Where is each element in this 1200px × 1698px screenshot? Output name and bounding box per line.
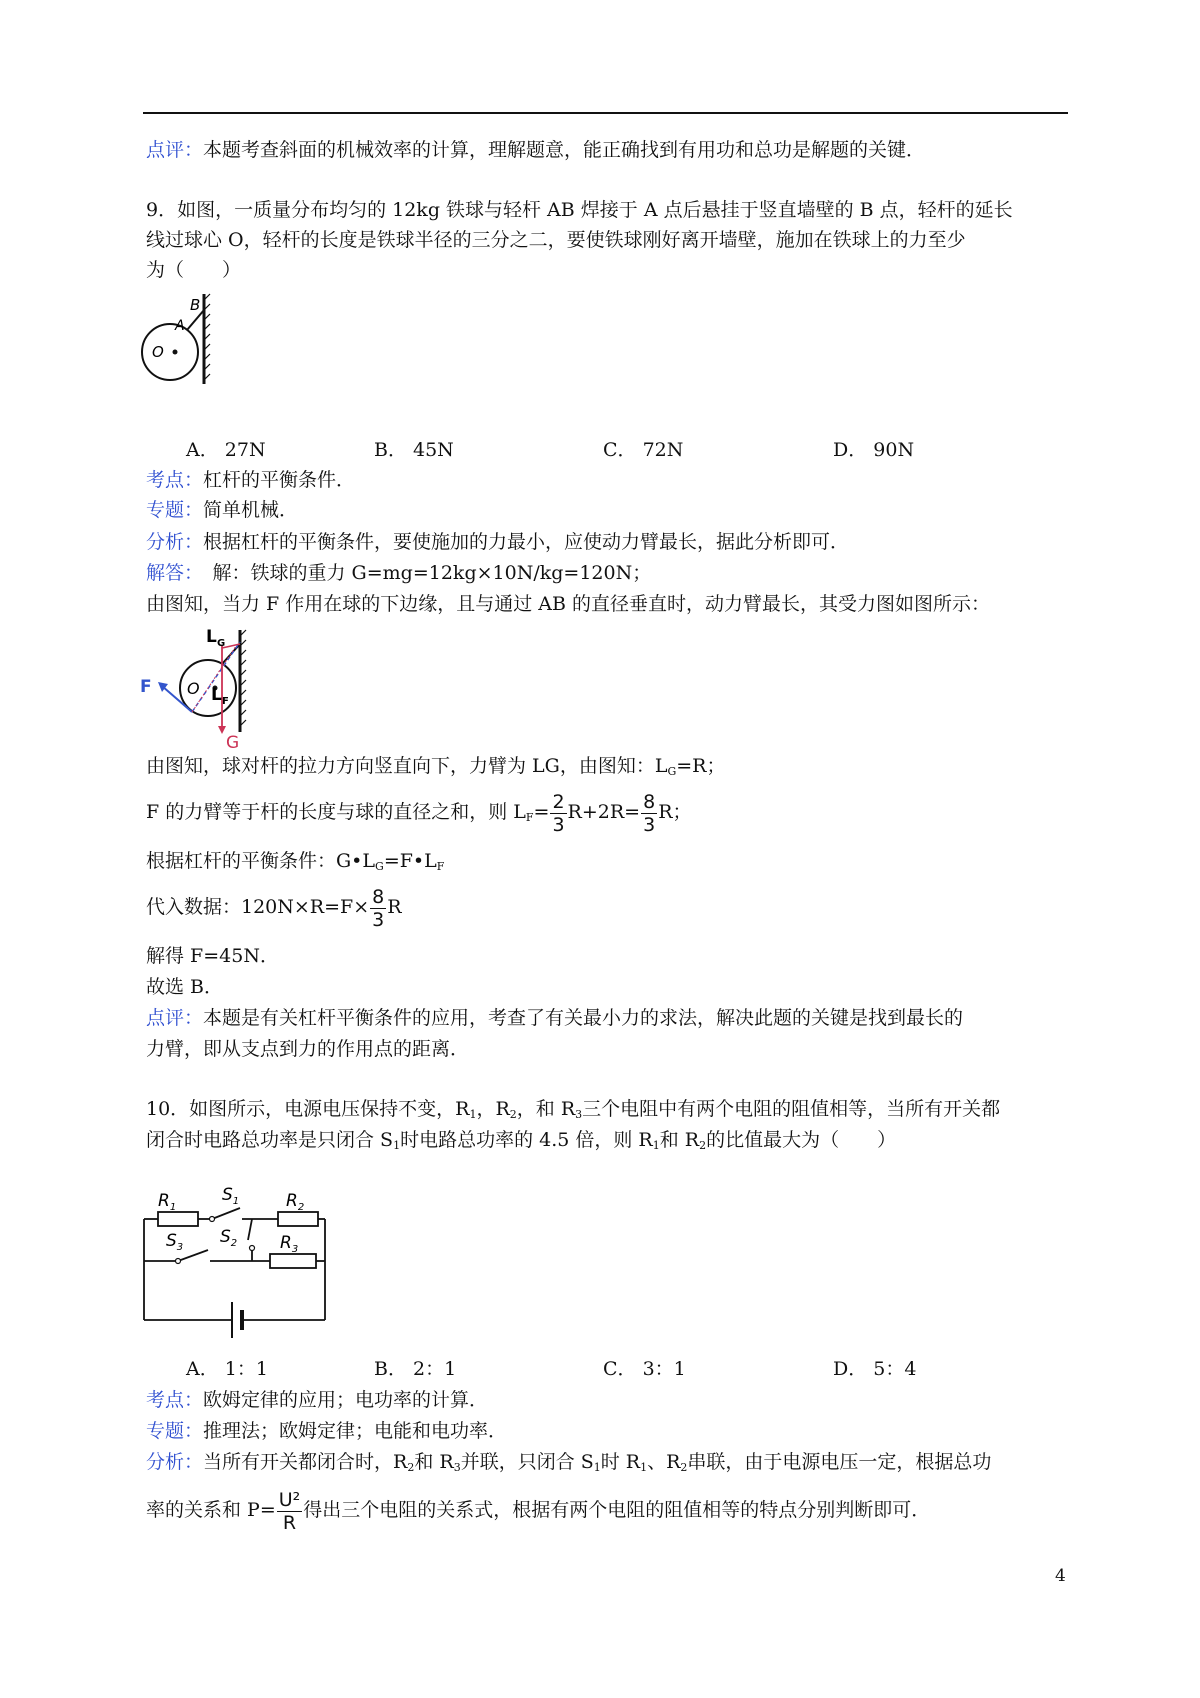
q9-solution-line-b: 由图知，球对杆的拉力方向竖直向下，力臂为 LG，由图知：$L_G=R$；: [146, 755, 726, 778]
q9-solution-line-a: 由图知，当力 F 作用在球的下边缘，且与通过 AB 的直径垂直时，动力臂最长，其受力图如图所示：: [146, 593, 991, 615]
q9-solution-line-e: 代入数据：120N×R=F× $\frac{8}{3}$ R: [146, 885, 402, 931]
q9-jieda: 解答： 解：铁球的重力 G=mg=12kg×10N/kg=120N；: [146, 562, 652, 584]
q9-text-line3: 为（ ）: [146, 259, 242, 281]
q10-zhuanti: 专题：推理法；欧姆定律；电能和电功率．: [146, 1420, 508, 1442]
q10-kaodian: 考点：欧姆定律的应用；电功率的计算．: [146, 1389, 489, 1411]
q9-text-line1: 9．如图，一质量分布均匀的 12kg 铁球与轻杆 AB 焊接于 A 点后悬挂于竖直墙壁的 B 点，轻杆的延长: [146, 199, 1013, 221]
q10-option-d: D． 5：4: [833, 1358, 917, 1380]
q9-solution-line-g: 故选 B．: [146, 976, 224, 998]
q9-kaodian: 考点：杠杆的平衡条件．: [146, 469, 356, 491]
fig2-label-lf: L: [211, 685, 222, 705]
fig-label-a: A: [175, 318, 185, 334]
circuit-label-s3: $S_3$: [166, 1231, 184, 1253]
q10-text-line1: 10．如图所示，电源电压保持不变，$R_1$，$R_2$，和 $R_3$三个电阻中有两个电阻的阻值相等，当所有开关都: [146, 1098, 1001, 1121]
q9-pingping: 点评：本题是有关杠杆平衡条件的应用，考查了有关最小力的求法，解决此题的关键是找到最长的: [146, 1007, 964, 1029]
fraction-2-3: $\frac{2}{3}$: [552, 790, 565, 836]
fig2-label-lf-sub: F: [222, 696, 229, 707]
fig2-label-g: G: [226, 733, 240, 750]
q9-fenxi: 分析：根据杠杆的平衡条件，要使施加的力最小，应使动力臂最长，据此分析即可．: [146, 531, 850, 553]
circuit-label-r2: $R_2$: [286, 1191, 305, 1213]
fraction-8-3: $\frac{8}{3}$: [643, 790, 656, 836]
header-rule: [143, 112, 1068, 114]
q10-text-line2: 闭合时电路总功率是只闭合 $S_1$时电路总功率的 4.5 倍，则 $R_1$和 $R_2$的比值最大为（ ）: [146, 1129, 897, 1152]
q9-option-c: C． 72N: [603, 439, 684, 461]
top-comment: 点评：本题考查斜面的机械效率的计算，理解题意，能正确找到有用功和总功是解题的关键．: [146, 139, 926, 161]
circuit-label-s1: $S_1$: [222, 1185, 240, 1207]
q9-solution-line-c: F 的力臂等于杆的长度与球的直径之和，则 $L_F=$ $\frac{2}{3}$ R+2R= $\frac{8}{3}$ R；: [146, 790, 692, 836]
q9-zhuanti: 专题：简单机械．: [146, 499, 299, 521]
circuit-label-r3: $R_3$: [280, 1233, 299, 1255]
circuit-label-s2: $S_2$: [220, 1227, 238, 1249]
fig2-label-lg: L: [206, 627, 217, 647]
q9-force-diagram: [140, 620, 270, 750]
q10-fenxi: 分析：当所有开关都闭合时，$R_2$和 $R_3$并联，只闭合 $S_1$时 $R_1$、$R_2$串联，由于电源电压一定，根据总功: [146, 1451, 992, 1474]
q10-option-c: C． 3：1: [603, 1358, 686, 1380]
fig-label-b: B: [190, 296, 201, 314]
q9-option-a: A． 27N: [186, 439, 266, 461]
q9-text-line2: 线过球心 O，轻杆的长度是铁球半径的三分之二，要使铁球刚好离开墙壁，施加在铁球上的力至少: [146, 229, 966, 251]
q10-option-b: B． 2：1: [374, 1358, 457, 1380]
q9-solution-line-d: 根据杠杆的平衡条件：$G•L_G=F•L_F$: [146, 850, 445, 873]
q9-figure-ball-wall: [140, 290, 230, 390]
q10-fenxi-line2: 率的关系和 P= $\frac{\text{U²}}{R}$ 得出三个电阻的关系式，根据有两个电阻的阻值相等的特点分别判断即可．: [146, 1488, 931, 1534]
q10-option-a: A． 1：1: [186, 1358, 268, 1380]
circuit-label-r1: $R_1$: [158, 1191, 177, 1213]
q9-option-b: B． 45N: [374, 439, 454, 461]
q10-circuit-diagram: [140, 1170, 340, 1340]
q9-solution-line-h: 力臂，即从支点到力的作用点的距离．: [146, 1038, 470, 1060]
fraction-8-3-b: $\frac{8}{3}$: [372, 885, 385, 931]
fig-label-o: O: [152, 343, 164, 361]
fig2-label-o: O: [187, 679, 200, 698]
q9-solution-line-f: 解得 F=45N．: [146, 945, 279, 967]
fig2-label-lg-sub: G: [217, 638, 226, 649]
q9-option-d: D． 90N: [833, 439, 915, 461]
page-number: 4: [1055, 1566, 1066, 1586]
fig2-label-f: F: [140, 677, 152, 697]
fraction-u2-r: $\frac{\text{U²}}{R}$: [278, 1488, 301, 1534]
